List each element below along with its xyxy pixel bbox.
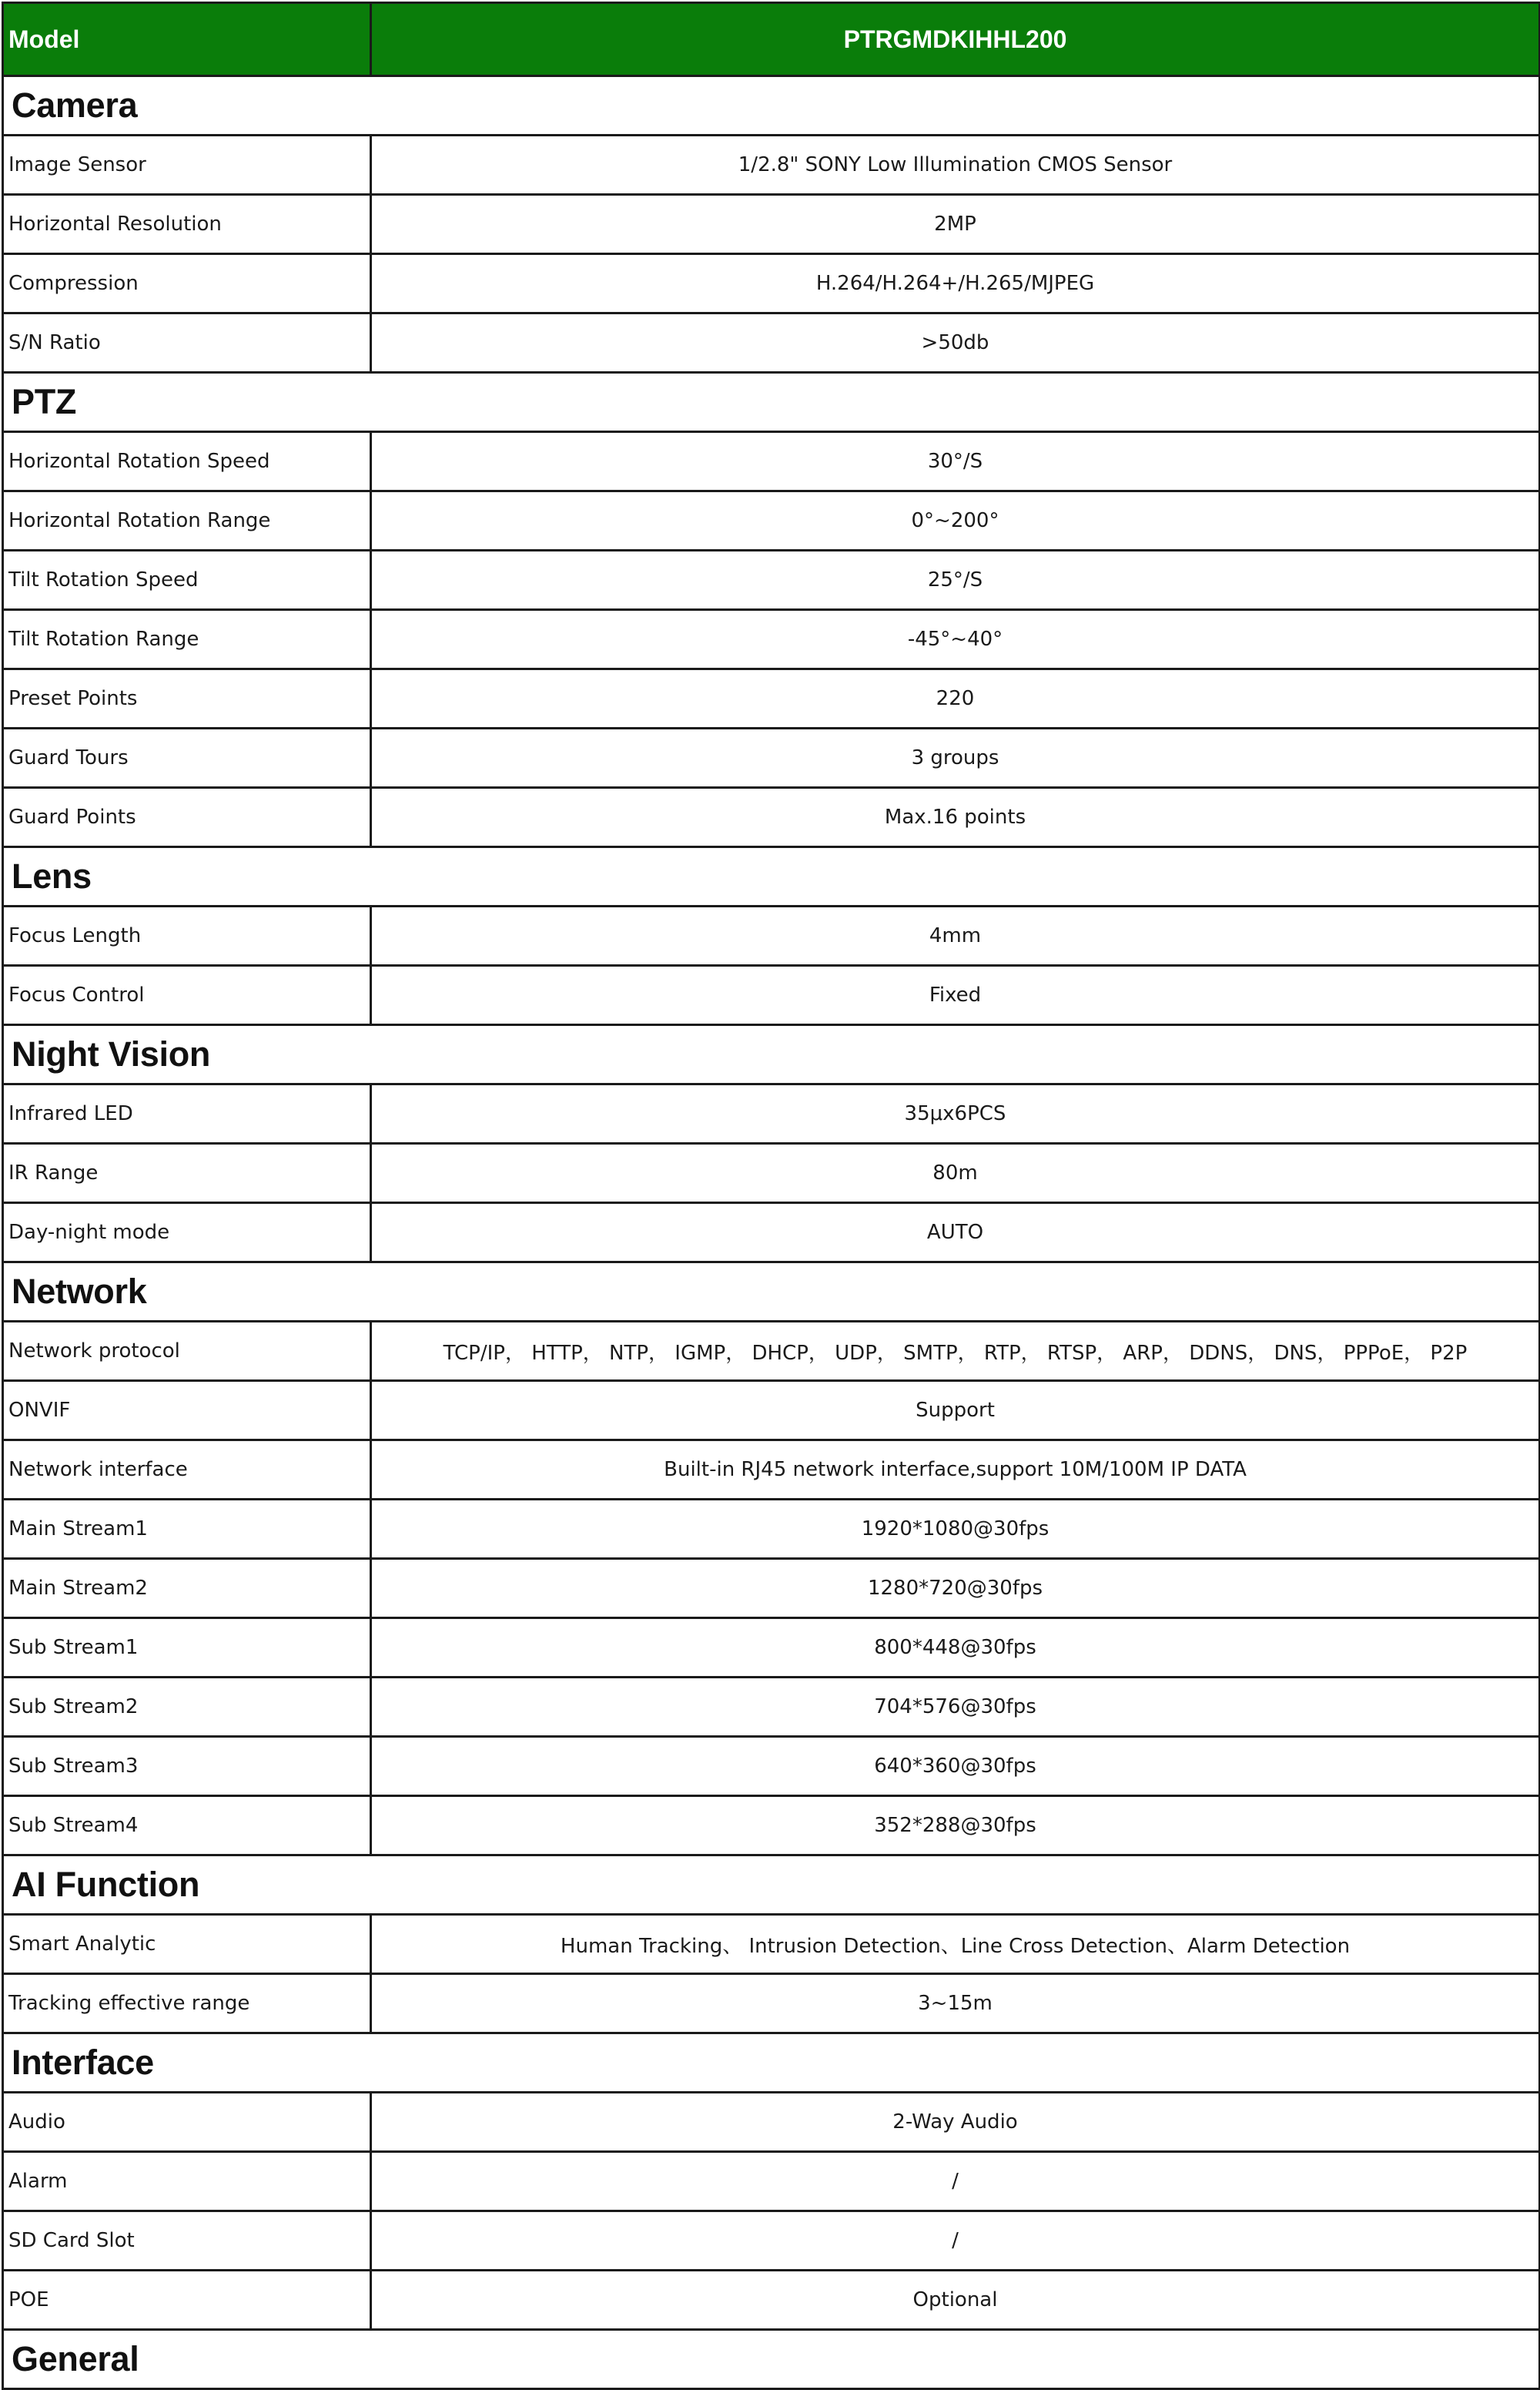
spec-label: Tilt Rotation Speed (3, 551, 371, 610)
spec-label: Day-night mode (3, 1203, 371, 1262)
spec-value: 2-Way Audio (371, 2093, 1540, 2152)
spec-value: TCP/IP， HTTP， NTP， IGMP， DHCP， UDP， SMTP， RTP， RTSP， ARP， DDNS， DNS， PPPoE， P2P (371, 1322, 1540, 1381)
spec-row-guard-points (3, 788, 1540, 847)
spec-row-main-stream1 (3, 1500, 1540, 1559)
spec-row-tilt-rotation-speed (3, 551, 1540, 610)
spec-label: Main Stream2 (3, 1559, 371, 1618)
spec-label: Network protocol (3, 1322, 371, 1381)
spec-row-guard-tours (3, 729, 1540, 788)
spec-value: / (371, 2211, 1540, 2271)
spec-value: 640*360@30fps (371, 1737, 1540, 1796)
spec-label: Sub Stream1 (3, 1618, 371, 1678)
spec-table-body (3, 3, 1540, 2389)
spec-label: Network interface (3, 1440, 371, 1500)
spec-label: Infrared LED (3, 1084, 371, 1144)
spec-row-tracking-effective-range (3, 1974, 1540, 2033)
spec-row-sub-stream2 (3, 1678, 1540, 1737)
spec-label: S/N Ratio (3, 313, 371, 373)
spec-row-poe (3, 2271, 1540, 2330)
section-header-network (3, 1262, 1540, 1322)
spec-value: 4mm (371, 907, 1540, 966)
spec-label: Tilt Rotation Range (3, 610, 371, 669)
spec-table (2, 2, 1540, 2390)
spec-row-network-interface (3, 1440, 1540, 1500)
section-header-ptz (3, 373, 1540, 432)
spec-row-smart-analytic (3, 1915, 1540, 1974)
spec-value: 220 (371, 669, 1540, 729)
spec-value: 1280*720@30fps (371, 1559, 1540, 1618)
spec-row-sub-stream4 (3, 1796, 1540, 1855)
section-header-interface (3, 2033, 1540, 2093)
spec-row-audio (3, 2093, 1540, 2152)
section-title: Camera (3, 76, 1540, 136)
section-header-ai-function (3, 1855, 1540, 1915)
spec-row-horizontal-resolution (3, 195, 1540, 254)
spec-value: 2MP (371, 195, 1540, 254)
spec-row-horizontal-rotation-range (3, 491, 1540, 551)
section-title: Lens (3, 847, 1540, 907)
spec-label: Image Sensor (3, 136, 371, 195)
spec-value: Support (371, 1381, 1540, 1440)
spec-value: 25°/S (371, 551, 1540, 610)
spec-row-alarm (3, 2152, 1540, 2211)
spec-label: Sub Stream3 (3, 1737, 371, 1796)
spec-value: 800*448@30fps (371, 1618, 1540, 1678)
spec-label: Horizontal Rotation Speed (3, 432, 371, 491)
spec-value: -45°~40° (371, 610, 1540, 669)
section-title: Night Vision (3, 1025, 1540, 1084)
section-header-camera (3, 76, 1540, 136)
spec-value: >50db (371, 313, 1540, 373)
spec-label: ONVIF (3, 1381, 371, 1440)
spec-row-s-n-ratio (3, 313, 1540, 373)
model-value: PTRGMDKIHHL200 (371, 3, 1540, 76)
spec-value: Fixed (371, 966, 1540, 1025)
spec-label: Audio (3, 2093, 371, 2152)
spec-value: 352*288@30fps (371, 1796, 1540, 1855)
section-title: Interface (3, 2033, 1540, 2093)
section-title: Network (3, 1262, 1540, 1322)
spec-label: Guard Points (3, 788, 371, 847)
spec-label: POE (3, 2271, 371, 2330)
spec-label: Focus Control (3, 966, 371, 1025)
spec-value: AUTO (371, 1203, 1540, 1262)
spec-value: 1/2.8" SONY Low Illumination CMOS Sensor (371, 136, 1540, 195)
section-header-lens (3, 847, 1540, 907)
spec-row-sub-stream1 (3, 1618, 1540, 1678)
spec-value: 3 groups (371, 729, 1540, 788)
section-title: PTZ (3, 373, 1540, 432)
spec-label: Smart Analytic (3, 1915, 371, 1974)
spec-row-horizontal-rotation-speed (3, 432, 1540, 491)
spec-label: Alarm (3, 2152, 371, 2211)
spec-value: / (371, 2152, 1540, 2211)
spec-value: Built-in RJ45 network interface,support 10M/100M IP DATA (371, 1440, 1540, 1500)
spec-row-network-protocol (3, 1322, 1540, 1381)
model-header-row (3, 3, 1540, 76)
model-label: Model (3, 3, 371, 76)
spec-value: H.264/H.264+/H.265/MJPEG (371, 254, 1540, 313)
spec-label: SD Card Slot (3, 2211, 371, 2271)
section-title: General (3, 2330, 1540, 2389)
spec-row-sd-card-slot (3, 2211, 1540, 2271)
spec-row-day-night-mode (3, 1203, 1540, 1262)
section-title: AI Function (3, 1855, 1540, 1915)
spec-row-focus-control (3, 966, 1540, 1025)
spec-label: Horizontal Resolution (3, 195, 371, 254)
spec-row-onvif (3, 1381, 1540, 1440)
spec-value: 35μx6PCS (371, 1084, 1540, 1144)
spec-label: Focus Length (3, 907, 371, 966)
spec-value: 3~15m (371, 1974, 1540, 2033)
spec-label: Sub Stream2 (3, 1678, 371, 1737)
spec-row-tilt-rotation-range (3, 610, 1540, 669)
spec-value: 1920*1080@30fps (371, 1500, 1540, 1559)
spec-label: Guard Tours (3, 729, 371, 788)
spec-value: Optional (371, 2271, 1540, 2330)
spec-row-sub-stream3 (3, 1737, 1540, 1796)
spec-label: Horizontal Rotation Range (3, 491, 371, 551)
spec-row-image-sensor (3, 136, 1540, 195)
spec-value: 704*576@30fps (371, 1678, 1540, 1737)
spec-row-compression (3, 254, 1540, 313)
spec-label: Preset Points (3, 669, 371, 729)
spec-value: 80m (371, 1144, 1540, 1203)
spec-value: Human Tracking、 Intrusion Detection、Line Cross Detection、Alarm Detection (371, 1915, 1540, 1974)
spec-row-preset-points (3, 669, 1540, 729)
spec-row-infrared-led (3, 1084, 1540, 1144)
spec-row-ir-range (3, 1144, 1540, 1203)
spec-value: 30°/S (371, 432, 1540, 491)
spec-label: Tracking effective range (3, 1974, 371, 2033)
spec-value: Max.16 points (371, 788, 1540, 847)
spec-label: Sub Stream4 (3, 1796, 371, 1855)
spec-label: Main Stream1 (3, 1500, 371, 1559)
section-header-general (3, 2330, 1540, 2389)
section-header-night-vision (3, 1025, 1540, 1084)
spec-value: 0°~200° (371, 491, 1540, 551)
spec-label: IR Range (3, 1144, 371, 1203)
spec-row-focus-length (3, 907, 1540, 966)
spec-label: Compression (3, 254, 371, 313)
spec-row-main-stream2 (3, 1559, 1540, 1618)
